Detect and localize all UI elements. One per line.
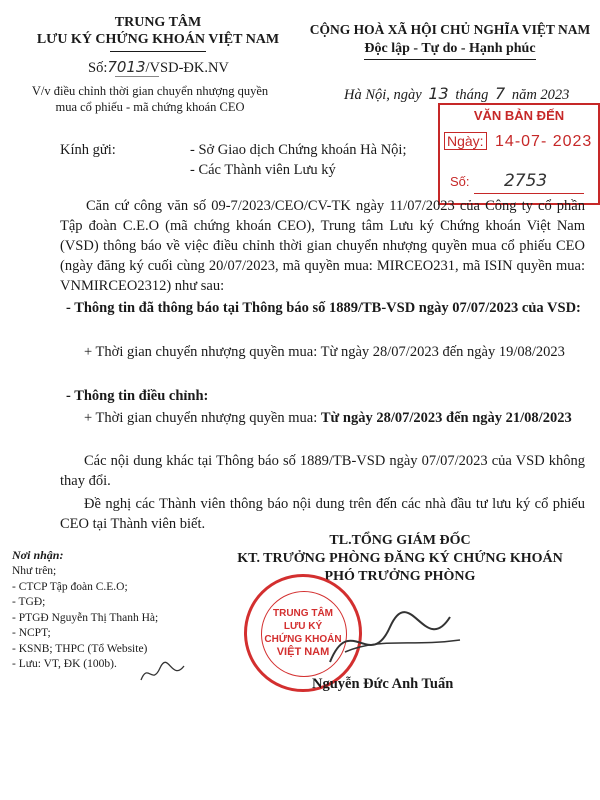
signature-line1: TL.TỔNG GIÁM ĐỐC — [329, 533, 471, 548]
signer-name: Nguyễn Đức Anh Tuấn — [312, 676, 454, 692]
number-suffix: /VSD-ĐK.NV — [145, 60, 229, 76]
para-other: Các nội dung khác tại Thông báo số 1889/TB-VSD ngày 07/07/2023 của VSD không thay đổi. — [60, 453, 585, 489]
subject — [0, 83, 300, 115]
number-handwritten: 7013 — [107, 58, 146, 76]
noi-nhan-item: - PTGĐ Nguyễn Thị Thanh Hà; — [12, 611, 159, 624]
noi-nhan-item: - Lưu: VT, ĐK (100b). — [12, 658, 117, 670]
received-stamp — [438, 103, 600, 205]
recipient-1: - Sở Giao dịch Chứng khoán Hà Nội; — [190, 142, 407, 158]
received-number — [450, 171, 547, 191]
section1-item: + Thời gian chuyển nhượng quyền mua: Từ ngày 28/07/2023 đến ngày 19/08/2023 — [84, 344, 565, 360]
national-line2: Độc lập - Tự do - Hạnh phúc — [364, 41, 536, 56]
seal-line4: VIỆT NAM — [276, 646, 330, 658]
agency-underline — [110, 51, 206, 52]
date-prefix: Hà Nội, ngày — [344, 87, 422, 103]
subject-line1: V/v điều chỉnh thời gian chuyển nhượng quyền — [31, 84, 269, 98]
initials-scribble — [138, 660, 188, 688]
signature-line2: KT. TRƯỞNG PHÒNG ĐĂNG KÝ CHỨNG KHOÁN — [237, 551, 563, 566]
noi-nhan-item: - KSNB; THPC (Tổ Website) — [12, 642, 148, 655]
date-year: năm 2023 — [511, 87, 570, 103]
national-heading — [300, 21, 600, 57]
seal-line2: LƯU KÝ — [283, 621, 323, 632]
received-stamp-title: VĂN BẢN ĐẾN — [473, 108, 565, 123]
section2-item-dates: Từ ngày 28/07/2023 đến ngày 21/08/2023 — [320, 410, 572, 426]
received-number-value: 2753 — [503, 171, 548, 191]
date-month-label: tháng — [455, 87, 489, 103]
number-dotline — [115, 76, 159, 77]
noi-nhan-list — [12, 564, 232, 673]
section1-title: - Thông tin đã thông báo tại Thông báo số 1889/TB-VSD ngày 07/07/2023 của VSD: — [66, 300, 581, 316]
subject-line2: mua cổ phiếu - mã chứng khoán CEO — [55, 100, 245, 114]
noi-nhan-label: Nơi nhận: — [12, 548, 64, 562]
agency-line1: TRUNG TÂM — [114, 15, 202, 30]
national-underline — [364, 59, 536, 60]
agency-line2: LƯU KÝ CHỨNG KHOÁN VIỆT NAM — [36, 32, 280, 47]
signature-line3: PHÓ TRƯỞNG PHÒNG — [324, 569, 476, 584]
noi-nhan-item: - NCPT; — [12, 627, 51, 639]
section2-item — [60, 408, 585, 428]
signature-block — [200, 532, 600, 586]
para-request: Đề nghị các Thành viên thông báo nội dung trên đến các nhà đầu tư lưu ký cổ phiếu CEO tại Thành viên biết. — [60, 496, 585, 532]
date-day: 13 — [428, 84, 449, 103]
agency-name — [18, 14, 298, 48]
number-label: Số: — [88, 60, 108, 76]
received-number-line — [474, 193, 584, 194]
body-intro: Căn cứ công văn số 09-7/2023/CEO/CV-TK ngày 11/07/2023 của Công ty cổ phần Tập đoàn C.E.O (mã chứng khoán CEO), Trung tâm Lưu ký Chứng khoán Việt Nam (VSD) thông báo về việc điều chỉnh thời gian chuyển nhượng quyền mua cổ phiếu CEO (ngày đăng ký cuối cùng 20/07/2023, mã quyền mua: MIRCEO231, mã ISIN quyền mua: VNMIRCEO2312) như sau: — [60, 198, 585, 294]
noi-nhan-item: - TGĐ; — [12, 596, 46, 608]
document-number — [88, 58, 229, 77]
section2-item-prefix: + Thời gian chuyển nhượng quyền mua: — [84, 410, 321, 426]
seal-line3: CHỨNG KHOÁN — [264, 634, 342, 645]
recipients-label: Kính gửi: — [60, 142, 116, 158]
received-number-label: Số: — [450, 174, 470, 189]
received-date — [444, 133, 592, 151]
seal-line1: TRUNG TÂM — [273, 608, 333, 619]
section2-title: - Thông tin điều chỉnh: — [66, 388, 209, 404]
noi-nhan-item: - CTCP Tập đoàn C.E.O; — [12, 580, 128, 593]
issue-date — [344, 84, 569, 104]
noi-nhan-item: Như trên; — [12, 565, 57, 577]
received-date-value: 14-07- 2023 — [495, 133, 593, 150]
recipient-2: - Các Thành viên Lưu ký — [190, 162, 336, 178]
signature-scribble — [320, 602, 470, 682]
received-date-label: Ngày: — [444, 132, 487, 150]
date-month: 7 — [495, 84, 506, 103]
national-line1: CỘNG HOÀ XÃ HỘI CHỦ NGHĨA VIỆT NAM — [309, 22, 591, 37]
